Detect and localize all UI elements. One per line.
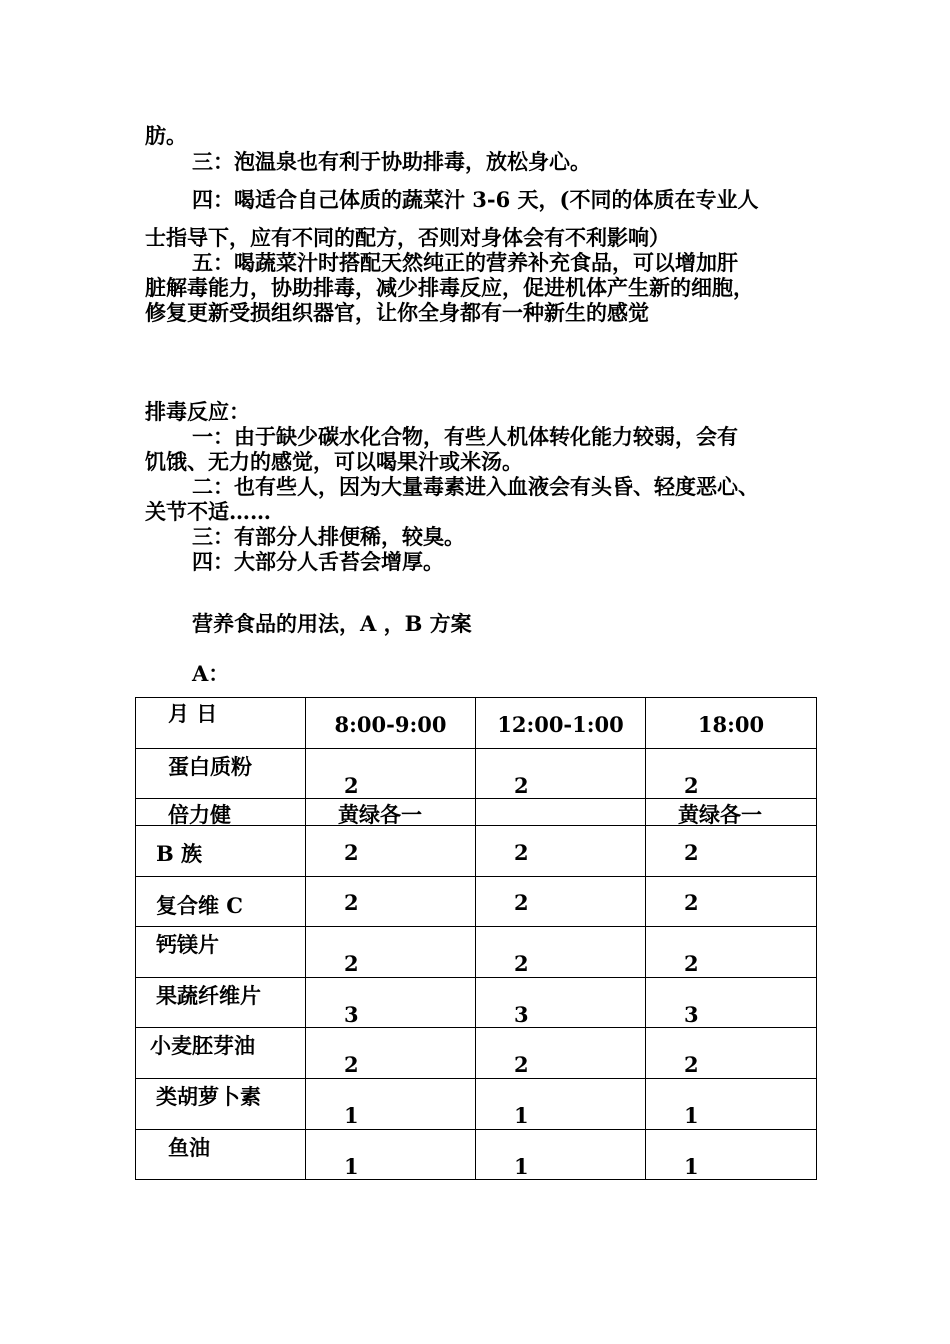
plan-a-label: A： <box>192 661 230 686</box>
table-row <box>136 826 817 877</box>
para-vegetable-juice-2: 士指导下，应有不同的配方，否则对身体会有不利影响） <box>145 225 670 250</box>
row-value: 2 <box>476 826 646 877</box>
header-date: 月 日 <box>136 698 306 749</box>
row-value: 1 <box>306 1079 476 1130</box>
reaction-2a: 二：也有些人，因为大量毒素进入血液会有头昏、轻度恶心、 <box>192 474 759 499</box>
row-value: 3 <box>646 978 817 1028</box>
para-fat-end: 肪。 <box>145 123 187 148</box>
para-supplement-2: 脏解毒能力，协助排毒，减少排毒反应，促进机体产生新的细胞， <box>145 275 754 300</box>
table-row <box>136 1028 817 1079</box>
row-value: 1 <box>646 1079 817 1130</box>
para-supplement-1: 五：喝蔬菜汁时搭配天然纯正的营养补充食品，可以增加肝 <box>192 250 738 275</box>
row-value: 2 <box>306 927 476 978</box>
row-value: 2 <box>306 1028 476 1079</box>
row-value: 2 <box>306 749 476 799</box>
row-value: 2 <box>476 1028 646 1079</box>
para-supplement-3: 修复更新受损组织器官，让你全身都有一种新生的感觉 <box>145 300 649 325</box>
table-row <box>136 1079 817 1130</box>
reaction-2b: 关节不适…… <box>145 499 271 524</box>
row-value: 2 <box>306 826 476 877</box>
table-row <box>136 799 817 826</box>
reaction-4: 四：大部分人舌苔会增厚。 <box>192 549 444 574</box>
table-row <box>136 877 817 927</box>
row-value: 1 <box>476 1079 646 1130</box>
row-value: 2 <box>646 877 817 927</box>
header-time-1: 8:00-9:00 <box>306 698 476 749</box>
para-vegetable-juice-1: 四：喝适合自己体质的蔬菜汁 3-6 天，(不同的体质在专业人 <box>192 187 759 212</box>
row-value: 2 <box>476 927 646 978</box>
header-time-2: 12:00-1:00 <box>476 698 646 749</box>
table-row <box>136 978 817 1028</box>
reaction-1b: 饥饿、无力的感觉，可以喝果汁或米汤。 <box>145 449 523 474</box>
row-value: 2 <box>646 927 817 978</box>
table-row <box>136 749 817 799</box>
row-value: 黄绿各一 <box>306 799 476 826</box>
table-header-row <box>136 698 817 749</box>
row-value: 2 <box>646 1028 817 1079</box>
row-value: 3 <box>306 978 476 1028</box>
reactions-title: 排毒反应： <box>145 399 250 424</box>
row-value: 3 <box>476 978 646 1028</box>
row-name: 果蔬纤维片 <box>136 978 306 1028</box>
row-name: B 族 <box>136 826 306 877</box>
row-value: 1 <box>646 1130 817 1180</box>
row-value <box>476 799 646 826</box>
reaction-3: 三：有部分人排便稀，较臭。 <box>192 524 465 549</box>
row-value: 1 <box>476 1130 646 1180</box>
header-time-3: 18:00 <box>646 698 817 749</box>
table-row <box>136 1130 817 1180</box>
table-row <box>136 927 817 978</box>
row-name: 蛋白质粉 <box>136 749 306 799</box>
row-name: 钙镁片 <box>136 927 306 978</box>
row-value: 1 <box>306 1130 476 1180</box>
row-value: 2 <box>476 749 646 799</box>
row-value: 2 <box>476 877 646 927</box>
row-name: 复合维 C <box>136 877 306 927</box>
row-value: 2 <box>306 877 476 927</box>
row-name: 小麦胚芽油 <box>136 1028 306 1079</box>
row-value: 黄绿各一 <box>646 799 817 826</box>
row-value: 2 <box>646 826 817 877</box>
row-name: 倍力健 <box>136 799 306 826</box>
row-name: 类胡萝卜素 <box>136 1079 306 1130</box>
reaction-1a: 一：由于缺少碳水化合物，有些人机体转化能力较弱，会有 <box>192 424 738 449</box>
row-name: 鱼油 <box>136 1130 306 1180</box>
para-hot-spring: 三：泡温泉也有利于协助排毒，放松身心。 <box>192 149 591 174</box>
schedule-table <box>135 697 817 1180</box>
row-value: 2 <box>646 749 817 799</box>
plan-title: 营养食品的用法，A ，B 方案 <box>192 611 472 636</box>
